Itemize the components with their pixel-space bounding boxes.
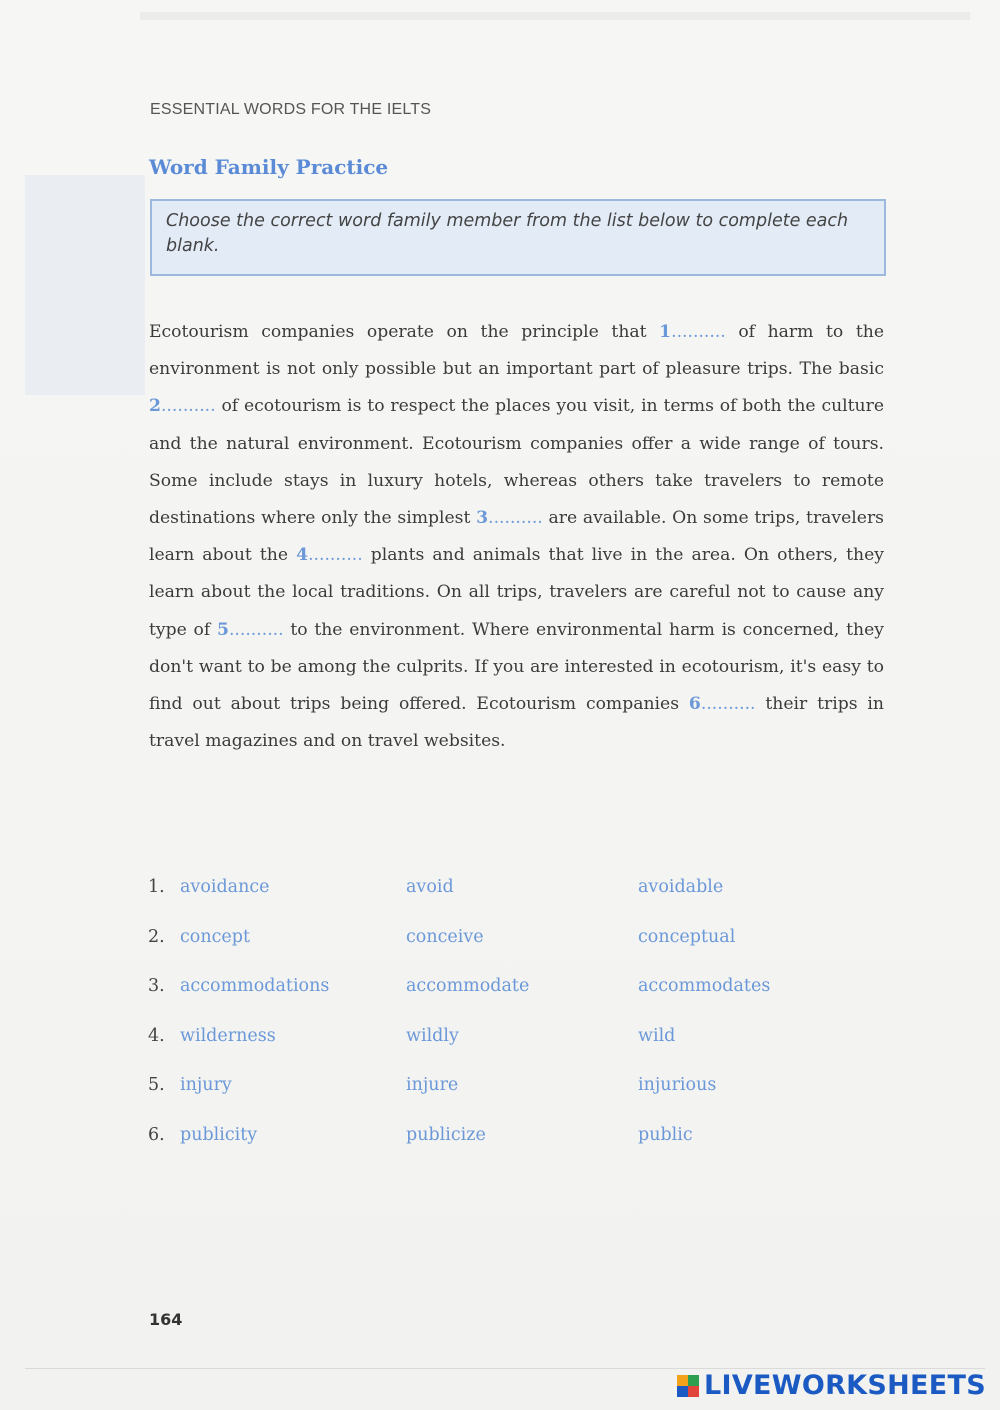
option-number: 5.: [148, 1075, 165, 1096]
option-row: [148, 1070, 908, 1120]
instruction-box: [150, 199, 886, 276]
option-word: publicity: [180, 1124, 258, 1145]
passage-text: are available. On some trips, travelers learn about the: [149, 508, 884, 566]
option-word: wildly: [406, 1025, 459, 1046]
option-number: 1.: [148, 877, 165, 897]
page-number: 164: [149, 1310, 183, 1329]
blank-number: 6: [688, 694, 701, 715]
liveworksheets-logo-icon: [677, 1375, 699, 1397]
brand-footer: [677, 1370, 986, 1401]
option-word: injure: [406, 1075, 459, 1096]
option-word: injury: [180, 1075, 232, 1096]
option-row: [148, 922, 908, 972]
blank-6[interactable]: [689, 694, 756, 714]
option-word: wilderness: [180, 1025, 276, 1046]
passage-text: of harm to the environment is not only possible but an important part of pleasure trips. The basic: [149, 322, 885, 380]
blank-4[interactable]: [296, 545, 363, 565]
option-row: [148, 1120, 908, 1170]
footer-divider: [25, 1368, 985, 1369]
option-row: [148, 971, 908, 1021]
blank-dots: ..........: [700, 694, 756, 715]
option-number: 2.: [148, 926, 165, 947]
option-word: conceptual: [638, 926, 736, 947]
blank-3[interactable]: [476, 508, 543, 528]
scan-top-edge: [140, 12, 970, 20]
blank-dots: ..........: [488, 508, 543, 529]
section-title: Word Family Practice: [149, 155, 389, 179]
scan-shadow: [25, 175, 145, 395]
blank-number: 5: [216, 619, 229, 640]
option-word: conceive: [406, 926, 484, 947]
blank-dots: ..........: [160, 396, 216, 417]
option-word: concept: [180, 926, 250, 947]
blank-number: 1: [659, 322, 672, 342]
instruction-text: Choose the correct word family member from the list below to complete each blank.: [166, 211, 849, 256]
option-word: accommodations: [180, 976, 330, 997]
blank-number: 3: [476, 508, 489, 529]
option-word: injurious: [638, 1075, 717, 1096]
blank-dots: ..........: [228, 619, 284, 640]
blank-1[interactable]: [659, 322, 726, 342]
passage-text: their trips in travel magazines and on travel websites.: [149, 694, 884, 752]
option-word: wild: [638, 1025, 676, 1046]
option-word: publicize: [406, 1124, 486, 1145]
blank-dots: ..........: [308, 545, 363, 566]
passage-text: of ecotourism is to respect the places you visit, in terms of both the culture and the natural environment. Ecotourism companies offer a wide range of tours. Some include stays in luxury hotels, whereas others take travelers to remote destinations where only the simplest: [149, 396, 884, 529]
running-head: ESSENTIAL WORDS FOR THE IELTS: [150, 101, 432, 118]
option-number: 6.: [148, 1124, 165, 1145]
blank-dots: ..........: [671, 322, 726, 342]
option-word: public: [638, 1124, 693, 1145]
blank-number: 2: [149, 396, 161, 417]
option-word: accommodate: [406, 976, 530, 997]
brand-name: LIVEWORKSHEETS: [703, 1370, 986, 1401]
word-options-list: [148, 872, 908, 1170]
blank-5[interactable]: [217, 620, 284, 640]
reading-passage: [149, 314, 884, 760]
option-word: avoid: [406, 877, 454, 897]
option-word: avoidance: [180, 877, 270, 897]
option-row: [148, 1021, 908, 1071]
passage-text: to the environment. Where environmental harm is concerned, they don't want to be among the culprits. If you are interested in ecotourism, it's easy to find out about trips being offered. Ecotourism companies: [149, 619, 884, 715]
option-row: [148, 872, 908, 922]
blank-2[interactable]: [149, 396, 216, 416]
passage-text: Ecotourism companies operate on the principle that: [149, 322, 660, 342]
option-word: avoidable: [638, 877, 724, 897]
option-word: accommodates: [638, 976, 771, 997]
option-number: 4.: [148, 1025, 165, 1046]
passage-text: plants and animals that live in the area. On others, they learn about the local traditions. On all trips, travelers are careful not to cause any type of: [149, 545, 884, 640]
blank-number: 4: [296, 545, 309, 566]
option-number: 3.: [148, 976, 165, 997]
